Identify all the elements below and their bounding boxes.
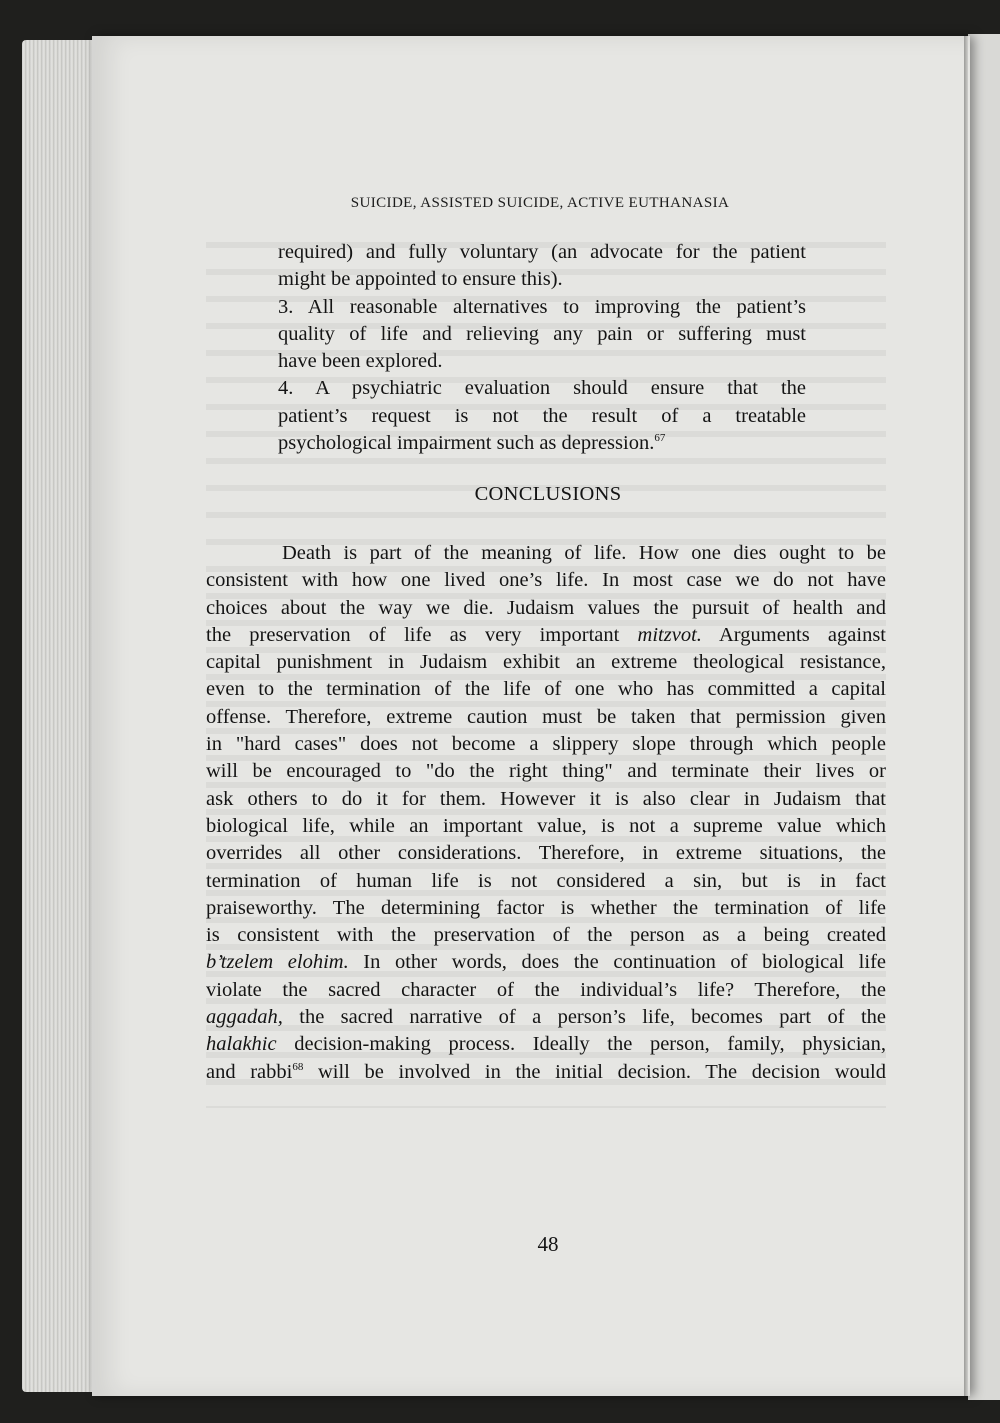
text-line: overrides all other considerations. Therefore, in extreme situations, the xyxy=(206,842,886,865)
text-line: Death is part of the meaning of life. How one dies ought to be xyxy=(282,542,886,564)
text-run: the sacred narrative of a person’s life, becomes part of the xyxy=(282,1006,886,1029)
text-line: patient’s request is not the result of a treatable xyxy=(278,404,806,427)
text-run: psychological impairment such as depression. xyxy=(278,432,655,455)
footnote-marker: 67 xyxy=(654,432,666,445)
text-line: in "hard cases" does not become a slippery slope through which people xyxy=(206,733,886,756)
text-run: and rabbi xyxy=(206,1060,293,1083)
text-line: ask others to do it for them. However it is also clear in Judaism that xyxy=(206,787,886,810)
text-line: praiseworthy. The determining factor is whether the termination of life xyxy=(206,896,886,919)
text-run: decision-making process. Ideally the person, family, physician, xyxy=(276,1033,886,1056)
text-line: violate the sacred character of the individual’s life? Therefore, the xyxy=(206,978,886,1001)
text-line xyxy=(206,622,886,649)
text-run: In other words, does the continuation of biological life xyxy=(348,951,886,974)
text-line: quality of life and relieving any pain or suffering must xyxy=(278,322,806,345)
text-run: will be involved in the initial decision. The decision would xyxy=(303,1060,886,1083)
text-line: might be appointed to ensure this). xyxy=(278,268,563,291)
footnote-marker: 68 xyxy=(292,1060,304,1073)
text-line: is consistent with the preservation of the person as a being created xyxy=(206,924,886,947)
section-heading: CONCLUSIONS xyxy=(474,483,622,505)
text-line: 4. A psychiatric evaluation should ensure that the xyxy=(278,377,806,400)
text-run: Arguments against xyxy=(701,623,887,646)
body-paragraph xyxy=(206,540,886,1086)
italic-term: aggadah, xyxy=(206,1006,283,1029)
text-line: have been explored. xyxy=(278,350,443,373)
text-line xyxy=(206,1004,886,1031)
text-line xyxy=(206,1059,886,1086)
text-run: the preservation of life as very important xyxy=(206,623,638,646)
text-line: offense. Therefore, extreme caution must be taken that permission given xyxy=(206,705,886,728)
text-line: even to the termination of the life of one who has committed a capital xyxy=(206,678,886,701)
text-line: consistent with how one lived one’s life. In most case we do not have xyxy=(206,569,886,592)
italic-term: mitzvot. xyxy=(637,623,702,646)
text-line xyxy=(278,430,806,457)
numbered-list xyxy=(278,239,806,457)
italic-term: halakhic xyxy=(206,1033,277,1056)
text-line: capital punishment in Judaism exhibit an extreme theological resistance, xyxy=(206,651,886,674)
text-line xyxy=(206,1031,886,1058)
running-header: SUICIDE, ASSISTED SUICIDE, ACTIVE EUTHANASIA xyxy=(350,195,730,211)
italic-term: b’tzelem elohim. xyxy=(206,951,349,974)
text-line: choices about the way we die. Judaism values the pursuit of health and xyxy=(206,596,886,619)
next-page-edge xyxy=(968,34,1000,1400)
text-line xyxy=(206,949,886,976)
text-line: 3. All reasonable alternatives to improving the patient’s xyxy=(278,295,806,318)
text-line: required) and fully voluntary (an advocate for the patient xyxy=(278,241,806,263)
page-number: 48 xyxy=(537,1232,559,1256)
text-line: termination of human life is not considered a sin, but is in fact xyxy=(206,869,886,892)
page-gutter-shadow xyxy=(964,36,968,1396)
text-line: biological life, while an important value, is not a supreme value which xyxy=(206,814,886,837)
text-line: will be encouraged to "do the right thing" and terminate their lives or xyxy=(206,760,886,783)
